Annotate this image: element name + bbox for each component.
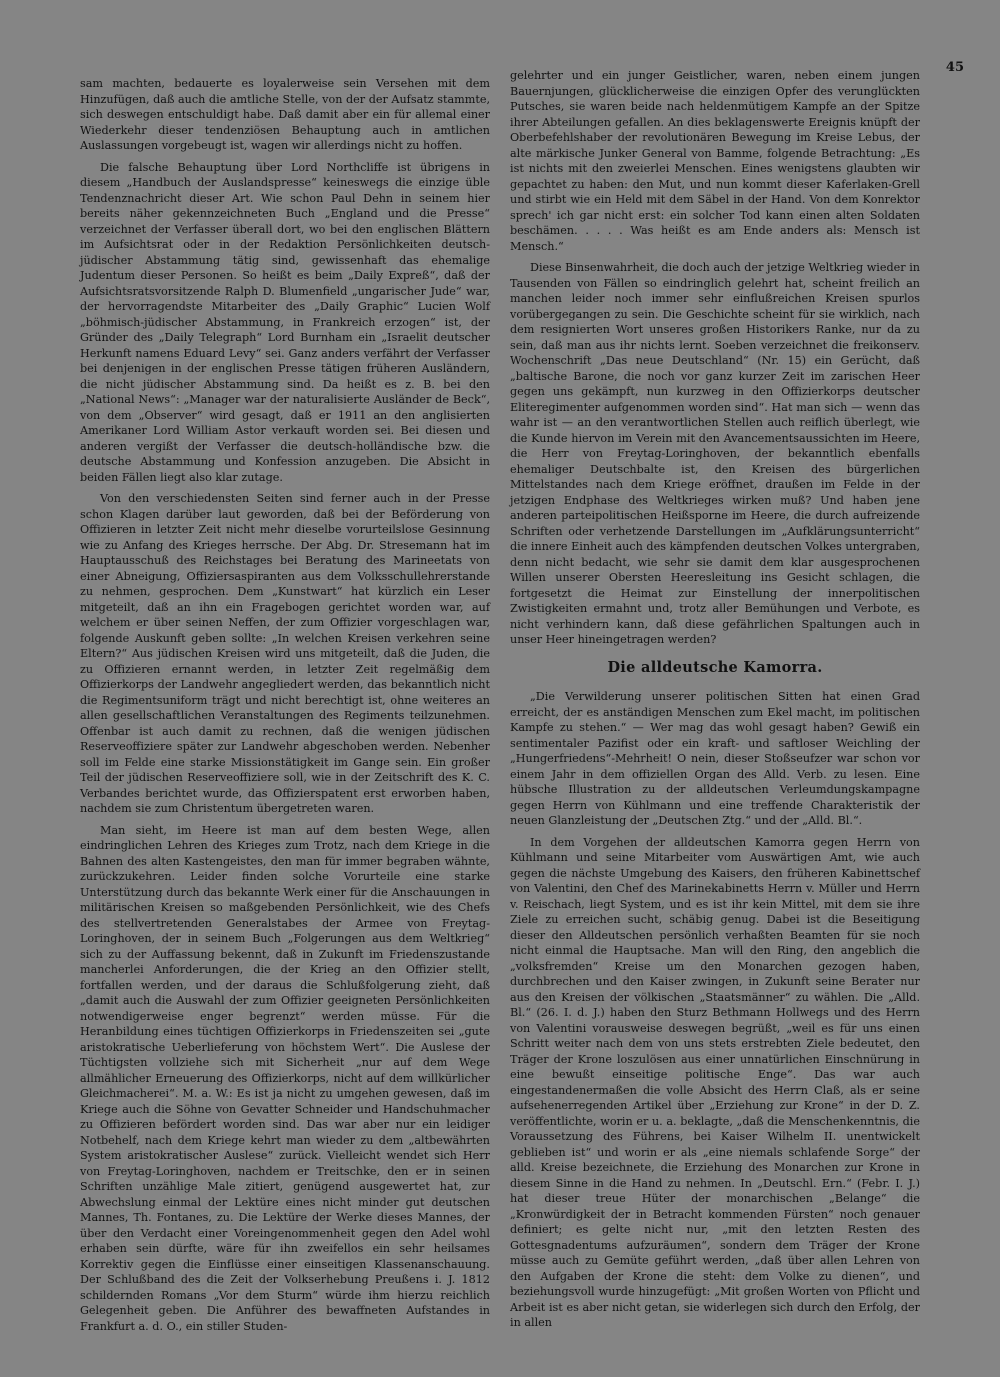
paragraph: Von den verschiedensten Seiten sind ferner auch in der Presse schon Klagen darüber laut geworden, daß bei der Beförderung von Offizieren in letzter Zeit nicht mehr dieselbe vorurteilslose Gesinnung wie zu Anfang des Krieges herrsche. Der Abg. Dr. Stresemann hat im Hauptausschuß des Reichstages bei Beratung des Marineetats von einer Abneigung, Offiziersaspiranten aus dem Volksschullehrerstande zu nehmen, gesprochen. Dem „Kunstwart“ hat kürzlich ein Leser mitgeteilt, daß an ihn ein Fragebogen gerichtet worden war, auf welchem er über seinen Neffen, der zum Offizier vorgeschlagen war, folgende Auskunft geben sollte: „In welchen Kreisen verkehren seine Eltern?“ Aus jüdischen Kreisen wird uns mitgeteilt, daß die Juden, die zu Offizieren ernannt werden, in letzter Zeit regelmäßig dem Offizierkorps der Landwehr angegliedert werden, das bekanntlich nicht die Regimentsuniform trägt und nicht berechtigt ist, ohne weiteres an allen gesellschaftlichen Veranstaltungen des Regiments teilzunehmen. Offenbar ist auch damit zu rechnen, daß die wenigen jüdischen Reserveoffiziere später zur Landwehr abgeschoben werden. Nebenher soll im Felde eine starke Missionstätigkeit im Gange sein. Ein großer Teil der jüdischen Reserveoffiziere soll, wie in der Zeitschrift des K. C. Verbandes berichtet wurde, das Offizierspatent erst erworben haben, nachdem sie zum Christentum übergetreten waren. bbox=[80, 492, 490, 815]
paragraph: sam machten, bedauerte es loyalerweise sein Versehen mit dem Hinzufügen, daß auch die amtliche Stelle, von der der Aufsatz stammte, sich deswegen entschuldigt habe. Daß damit aber ein für allemal einer Wiederkehr dieser tendenziösen Behauptung auch in amtlichen Auslassungen vorgebeugt ist, wagen wir allerdings nicht zu hoffen. bbox=[80, 77, 490, 152]
paragraph: „Die Verwilderung unserer politischen Sitten hat einen Grad erreicht, der es anständigen Menschen zum Ekel macht, im politischen Kampfe zu stehen.“ — Wer mag das wohl gesagt haben? Gewiß ein sentimentaler Pazifist oder ein kraft- und saftloser Weichling der „Hungerfriedens“-Mehrheit! O nein, dieser Stoßseufzer war schon vor einem Jahr in dem offiziellen Organ des Alld. Verb. zu lesen. Eine hübsche Illustration zu der alldeutschen Verleumdungskampagne gegen Herrn von Kühlmann und eine treffende Charakteristik der neuen Glanzleistung der „Deutschen Ztg.“ und der „Alld. Bl.“. bbox=[510, 690, 920, 827]
paragraph: gelehrter und ein junger Geistlicher, waren, neben einem jungen Bauernjungen, glücklicherweise die einzigen Opfer des verunglückten Putsches, sie waren beide nach heldenmütigem Kampfe an der Spitze ihrer Abteilungen gefallen. An dies beklagenswerte Ereignis knüpft der Oberbefehlshaber der revolutionären Bewegung im Kreise Lebus, der alte märkische Junker General von Bamme, folgende Betrachtung: „Es ist nichts mit den zweierlei Menschen. Eines wenigstens glaubten wir gepachtet zu haben: den Mut, und nun kommt dieser Kaferlaken-Grell und stirbt wie ein Held mit dem Säbel in der Hand. Von dem Konrektor sprech' ich gar nicht erst: ein solcher Tod kann einen alten Soldaten beschämen. . . . . Was heißt es am Ende anders als: Mensch ist Mensch.“ bbox=[510, 69, 920, 253]
paragraph: Die falsche Behauptung über Lord Northcliffe ist übrigens in diesem „Handbuch der Auslandspresse“ keineswegs die einzige üble Tendenznachricht dieser Art. Wie schon Paul Dehn in seinem hier bereits näher gekennzeichneten Buch „England und die Presse“ verzeichnet der Verfasser überall dort, wo bei den englischen Blättern im Aufsichtsrat oder in der Redaktion Persönlichkeiten deutsch-jüdischer Abstammung tätig sind, gewissenhaft das ehemalige Judentum dieser Personen. So heißt es beim „Daily Expreß“, daß der Aufsichtsratsvorsitzende Ralph D. Blumenfield „ungarischer Jude“ war, der hervorragendste Mitarbeiter des „Daily Graphic“ Lucien Wolf „böhmisch-jüdischer Abstammung, in Frankreich erzogen“ ist, der Gründer des „Daily Telegraph“ Lord Burnham ein „Israelit deutscher Herkunft namens Eduard Levy“ sei. Ganz anders verfährt der Verfasser bei denjenigen in der englischen Presse tätigen früheren Ausländern, die nicht jüdischer Abstammung sind. Da heißt es z. B. bei den „National News“: „Manager war der naturalisierte Ausländer de Beck“, von dem „Observer“ wird gesagt, daß er 1911 an den anglisierten Amerikaner Lord William Astor verkauft worden sei. Bei diesen und anderen vergißt der Verfasser die deutsch-holländische bzw. die deutsche Abstammung und Konfession anzugeben. Die Absicht in beiden Fällen liegt also klar zutage. bbox=[80, 160, 490, 484]
right-column bbox=[510, 68, 920, 1337]
left-column bbox=[80, 76, 490, 1340]
paragraph: Diese Binsenwahrheit, die doch auch der jetzige Weltkrieg wieder in Tausenden von Fällen so eindringlich gelehrt hat, scheint freilich an manchen leider noch immer sehr einflußreichen Kreisen spurlos vorübergegangen zu sein. Die Geschichte scheint für sie wirklich, nach dem resignierten Wort unseres großen Historikers Ranke, nur da zu sein, daß man aus ihr nichts lernt. Soeben verzeichnet die freikonserv. Wochenschrift „Das neue Deutschland“ (Nr. 15) ein Gerücht, daß „baltische Barone, die noch vor ganz kurzer Zeit im zarischen Heer gegen uns gekämpft, nun kurzweg in den Offizierkorps deutscher Eliteregimenter aufgenommen worden sind“. Hat man sich — wenn das wahr ist — an den verantwortlichen Stellen auch reiflich überlegt, wie die Kunde hiervon im Verein mit den Avancementsaussichten im Heere, die Herr von Freytag-Loringhoven, der bekanntlich ebenfalls ehemaliger Deutschbalte ist, den Kreisen des bürgerlichen Mittelstandes nach dem Kriege eröffnet, draußen im Felde in der jetzigen Endphase des Weltkrieges wirken muß? Und haben jene anderen parteipolitischen Heißsporne im Heere, die durch aufreizende Schriften oder verhetzende Darstellungen im „Aufklärungsunterricht“ die innere Einheit auch des kämpfenden deutschen Volkes untergraben, denn nicht bedacht, wie sehr sie damit dem klar ausgesprochenen Willen unserer Obersten Heeresleitung ins Gesicht schlagen, die fortgesetzt die Heimat zur Einstellung der innerpolitischen Zwistigkeiten ermahnt und, trotz aller Bemühungen und Verbote, es nicht verhindern kann, daß diese gefährlichen Spaltungen auch in unser Heer hineingetragen werden? bbox=[510, 261, 920, 646]
section-heading: Die alldeutsche Kamorra. bbox=[607, 658, 823, 676]
page-number: 45 bbox=[945, 60, 964, 75]
paragraph: Man sieht, im Heere ist man auf dem besten Wege, allen eindringlichen Lehren des Krieges zum Trotz, nach dem Kriege in die Bahnen des alten Kastengeistes, den man für immer begraben wähnte, zurückzukehren. Leider finden solche Vorurteile eine starke Unterstützung durch das bekannte Werk einer für die Anschauungen in militärischen Kreisen so maßgebenden Persönlichkeit, wie des Chefs des stellvertretenden Generalstabes der Armee von Freytag-Loringhoven, der in seinem Buch „Folgerungen aus dem Weltkrieg“ sich zu der Auffassung bekennt, daß in Zukunft im Friedenszustande mancherlei Anforderungen, die der Krieg an den Offizier stellt, fortfallen werden, und der daraus die Schlußfolgerung zieht, daß „damit auch die Auswahl der zum Offizier geeigneten Persönlichkeiten notwendigerweise enger begrenzt“ werden müsse. Für die Heranbildung eines tüchtigen Offizierkorps in Friedenszeiten sei „gute aristokratische Ueberlieferung von höchstem Wert“. Die Auslese der Tüchtigsten vollziehe sich mit Sicherheit „nur auf dem Wege allmählicher Erneuerung des Offizierkorps, nicht auf dem willkürlicher Gleichmacherei“. M. a. W.: Es ist ja nicht zu umgehen gewesen, daß im Kriege auch die Söhne von Gevatter Schneider und Handschuhmacher zu Offizieren befördert worden sind. Das war aber nur ein leidiger Notbehelf, nach dem Kriege kehrt man wieder zu dem „altbewährten System aristokratischer Auslese“ zurück. Vielleicht wendet sich Herr von Freytag-Loringhoven, nachdem er Treitschke, den er in seinen Schriften unzählige Male zitiert, genügend ausgewertet hat, zur Abwechslung einmal der Lektüre eines nicht minder gut deutschen Mannes, Th. Fontanes, zu. Die Lektüre der Werke dieses Mannes, der über den Verdacht einer Voreingenommenheit gegen den Adel wohl erhaben sein dürfte, wäre für ihn zweifellos ein sehr heilsames Korrektiv gegen die Einflüsse einer einseitigen Klassenanschauung. Der Schlußband des die Zeit der Volkserhebung Preußens i. J. 1812 schildernden Romans „Vor dem Sturm“ würde ihm hierzu reichlich Gelegenheit geben. Die Anführer des bewaffneten Aufstandes in Frankfurt a. d. O., ein stiller Studen- bbox=[80, 823, 490, 1333]
paragraph: In dem Vorgehen der alldeutschen Kamorra gegen Herrn von Kühlmann und seine Mitarbeiter vom Auswärtigen Amt, wie auch gegen die nächste Umgebung des Kaisers, den früheren Kabinettschef von Valentini, den Chef des Marinekabinetts Herrn v. Müller und Herrn v. Reischach, liegt System, und es ist ihr kein Mittel, mit dem sie ihre Ziele zu erreichen sucht, schäbig genug. Dabei ist die Beseitigung dieser den Alldeutschen persönlich verhaßten Beamten für sie noch nicht einmal die Hauptsache. Man will den Ring, den angeblich die „volksfremden“ Kreise um den Monarchen gezogen haben, durchbrechen und den Kaiser zwingen, in Zukunft seine Berater nur aus den Kreisen der völkischen „Staatsmänner“ zu wählen. Die „Alld. Bl.“ (26. I. d. J.) haben den Sturz Bethmann Hollwegs und des Herrn von Valentini vorausweise deswegen begrüßt, „weil es für uns einen Schritt weiter nach dem von uns stets erstrebten Ziele bedeutet, den Träger der Krone loszulösen aus einer unnatürlichen Einschnürung in eine bewußt einseitige politische Enge“. Das war auch eingestandenermaßen die volle Absicht des Herrn Claß, als er seine aufsehenerregenden Artikel über „Erziehung zur Krone“ in der D. Z. veröffentlichte, worin er u. a. beklagte, „daß die Menschenkenntnis, die Voraussetzung des Führens, bei Kaiser Wilhelm II. unentwickelt geblieben ist“ und worin er als „eine niemals schlafende Sorge“ der alld. Kreise bezeichnete, die Erziehung des Monarchen zur Krone in diesem Sinne in die Hand zu nehmen. In „Deutschl. Ern.“ (Febr. I. J.) hat dieser treue Hüter der monarchischen „Belange“ die „Kronwürdigkeit der in Betracht kommenden Fürsten“ noch genauer definiert; es gelte nicht nur, „mit den letzten Resten des Gottesgnadentums aufzuräumen“, sondern dem Träger der Krone müsse auch zu Gemüte geführt werden, „daß über allen Lehren von den Aufgaben der Krone die steht: dem Volke zu dienen“, und beziehungsvoll wurde hinzugefügt: „Mit großen Worten von Pflicht und Arbeit ist es aber nicht getan, sie widerlegen sich durch den Erfolg, der in allen bbox=[510, 835, 920, 1329]
